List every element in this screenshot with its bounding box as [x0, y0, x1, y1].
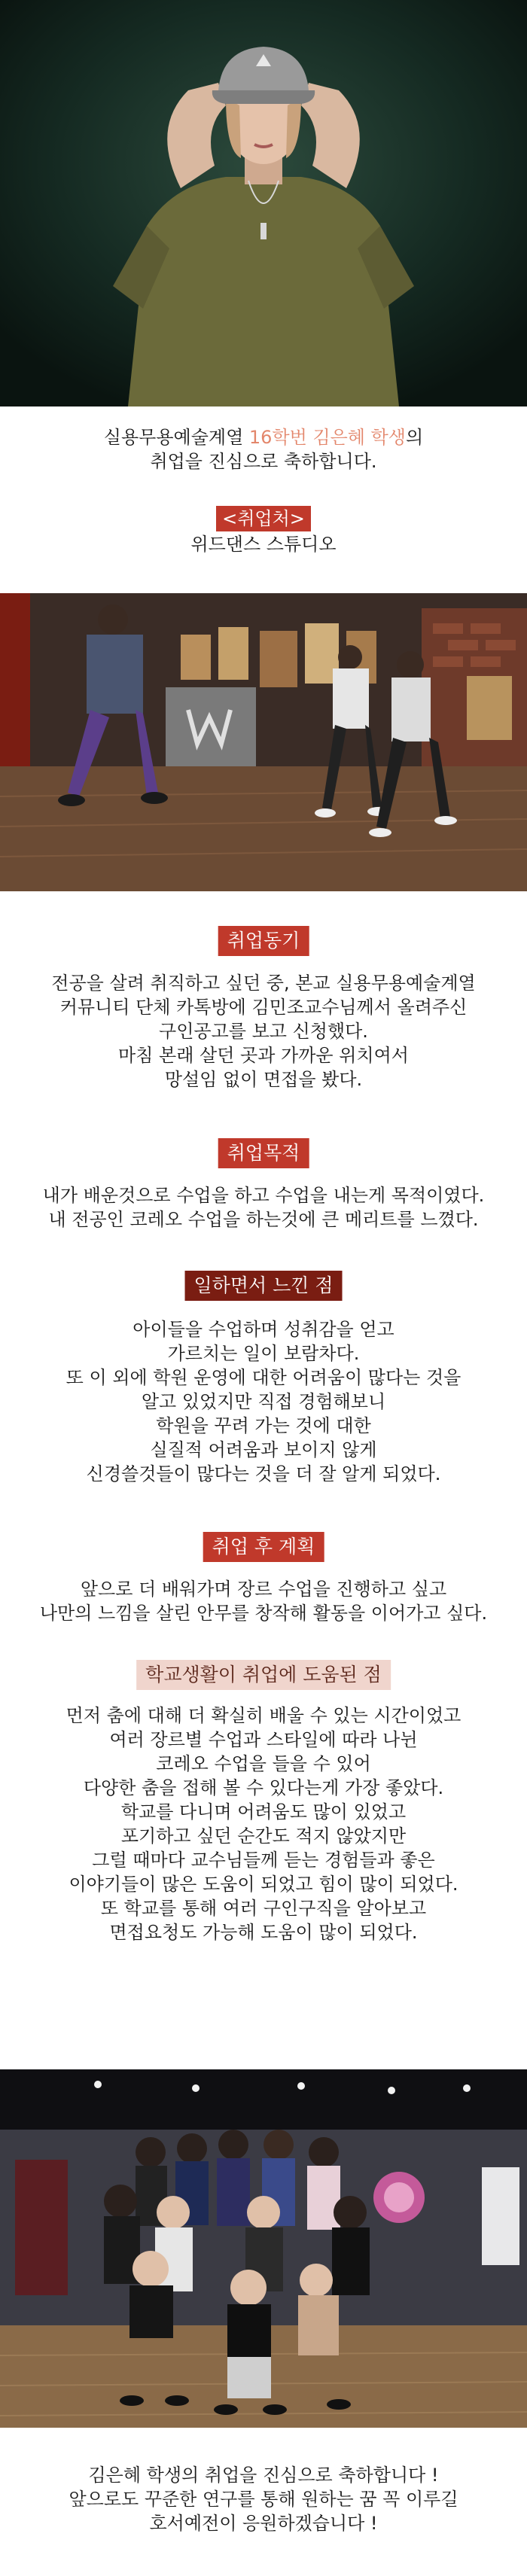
section-line: 앞으로 더 배워가며 장르 수업을 진행하고 싶고	[80, 1579, 447, 1600]
section-title-motivation: 취업동기	[218, 926, 309, 956]
closing-line: 호서예전이 응원하겠습니다 !	[149, 2513, 378, 2534]
section-line: 내 전공인 코레오 수업을 하는것에 큰 메리트를 느꼈다.	[48, 1209, 479, 1230]
closing-line: 앞으로도 꾸준한 연구를 통해 원하는 꿈 꼭 이루길	[69, 2489, 458, 2510]
section-line: 그럴 때마다 교수님들께 듣는 경험들과 좋은	[92, 1850, 435, 1871]
intro-particle: 의	[406, 427, 424, 448]
section-line: 신경쓸것들이 많다는 것을 더 잘 알게 되었다.	[86, 1463, 441, 1484]
employer-label: <취업처>	[216, 506, 311, 531]
section-line: 학원을 꾸려 가는 것에 대한	[156, 1415, 371, 1436]
section-line: 다양한 춤을 접해 볼 수 있다는게 가장 좋았다.	[83, 1777, 444, 1798]
intro-text	[0, 425, 527, 473]
group-photo-illustration	[0, 2069, 527, 2428]
section-line: 나만의 느낌을 살린 안무를 창작해 활동을 이어가고 싶다.	[39, 1603, 488, 1624]
section-title-reflection: 일하면서 느낀 점	[185, 1271, 343, 1301]
section-body-purpose	[0, 1183, 527, 1232]
intro-student-highlight: 16학번 김은혜 학생	[248, 427, 406, 448]
section-line: 커뮤니티 단체 카톡방에 김민조교수님께서 올려주신	[59, 997, 468, 1018]
section-title-purpose: 취업목적	[218, 1138, 309, 1168]
section-body-motivation	[0, 971, 527, 1092]
employer-block	[0, 506, 527, 557]
section-line: 전공을 살려 취직하고 싶던 중, 본교 실용무용예술계열	[51, 973, 476, 994]
employer-name: 위드댄스 스튜디오	[190, 534, 337, 555]
portrait-photo	[0, 0, 527, 406]
closing-text	[0, 2463, 527, 2535]
section-line: 아이들을 수업하며 성취감을 얻고	[133, 1319, 394, 1340]
section-line: 코레오 수업을 들을 수 있어	[156, 1753, 371, 1774]
section-line: 먼저 춤에 대해 더 확실히 배울 수 있는 시간이었고	[65, 1705, 462, 1726]
section-title-school-help: 학교생활이 취업에 도움된 점	[136, 1660, 391, 1690]
section-line: 이야기들이 많은 도움이 되었고 힘이 많이 되었다.	[69, 1874, 458, 1895]
section-line: 포기하고 싶던 순간도 적지 않았지만	[120, 1825, 407, 1847]
section-body-plan	[0, 1577, 527, 1625]
section-line: 구인공고를 보고 신청했다.	[159, 1021, 368, 1042]
section-line: 학교를 다니며 어려움도 많이 있었고	[120, 1801, 407, 1822]
group-photo	[0, 2069, 527, 2428]
section-line: 알고 있었지만 직접 경험해보니	[141, 1391, 386, 1412]
dance-studio-photo	[0, 593, 527, 891]
section-line: 실질적 어려움과 보이지 않게	[150, 1439, 377, 1460]
section-line: 여러 장르별 수업과 스타일에 따라 나뉜	[109, 1729, 418, 1750]
section-line: 마침 본래 살던 곳과 가까운 위치여서	[118, 1045, 409, 1066]
intro-line-2: 취업을 진심으로 축하합니다.	[150, 451, 377, 472]
section-line: 망설임 없이 면접을 봤다.	[164, 1069, 363, 1090]
intro-department: 실용무용예술계열	[103, 427, 249, 448]
dance-studio-photo-illustration	[0, 593, 527, 891]
section-title-plan: 취업 후 계획	[203, 1532, 324, 1562]
section-line: 면접요청도 가능해 도움이 많이 되었다.	[109, 1922, 418, 1943]
section-line: 또 이 외에 학원 운영에 대한 어려움이 많다는 것을	[65, 1367, 462, 1388]
section-body-reflection	[0, 1317, 527, 1486]
intro-line-1	[0, 425, 527, 449]
section-line: 또 학교를 통해 여러 구인구직을 알아보고	[100, 1898, 427, 1919]
section-body-school-help	[0, 1704, 527, 1944]
closing-line: 김은혜 학생의 취업을 진심으로 축하합니다 !	[88, 2465, 439, 2486]
section-line: 내가 배운것으로 수업을 하고 수업을 내는게 목적이였다.	[42, 1185, 485, 1206]
section-line: 가르치는 일이 보람차다.	[167, 1343, 360, 1364]
portrait-photo-illustration	[0, 0, 527, 406]
